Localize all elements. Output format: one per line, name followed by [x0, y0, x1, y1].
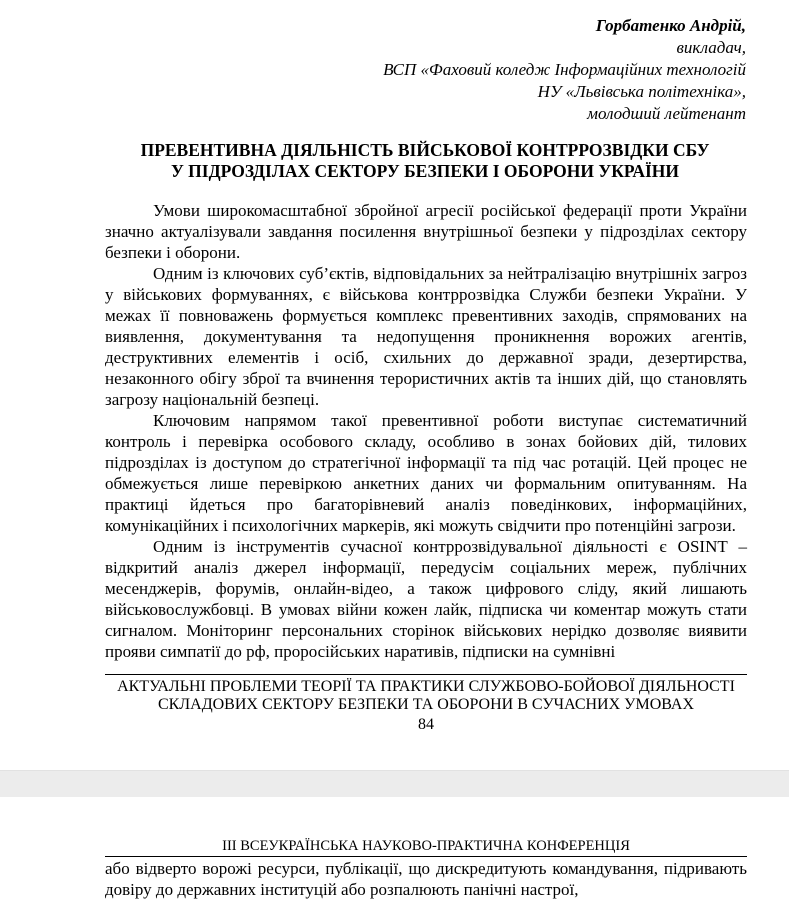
page-number: 84 [418, 716, 434, 733]
footer-line-2: СКЛАДОВИХ СЕКТОРУ БЕЗПЕКИ ТА ОБОРОНИ В СУЧАСНИХ УМОВАХ [157, 696, 695, 713]
article-body [105, 200, 747, 662]
title-line-1: ПРЕВЕНТИВНА ДІЯЛЬНІСТЬ ВІЙСЬКОВОЇ КОНТРРОЗВІДКИ СБУ [140, 140, 710, 160]
page-2-body [105, 858, 747, 900]
page-footer [105, 678, 747, 714]
paragraph: Одним із інструментів сучасної контррозвідувальної діяльності є OSINT – відкритий аналіз джерел інформації, передусім соціальних мереж, публічних месенджерів, форумів, онлайн-відео, а також цифрового сліду, який лишають військовослужбовці. В умовах війни кожен лайк, підписка чи коментар можуть стати сигналом. Моніторинг персональних сторінок військових нерідко дозволяє виявити прояви симпатії до рф, проросійських наративів, підписки на сумнівні [105, 537, 747, 661]
page-header: ІІІ ВСЕУКРАЇНСЬКА НАУКОВО-ПРАКТИЧНА КОНФЕРЕНЦІЯ [222, 838, 630, 854]
paragraph: Ключовим напрямом такої превентивної роботи виступає систематичний контроль і перевірка особового складу, особливо в зонах бойових дій, тилових підрозділах із доступом до стратегічної інформації та під час ротацій. Цей процес не обмежується лише перевіркою анкетних даних чи формальним опитуванням. На практиці йдеться про багаторівневий аналіз поведінкових, інформаційних, комунікаційних і психологічних маркерів, які можуть свідчити про потенційні загрози. [105, 411, 747, 535]
author-rank: молодший лейтенант [587, 104, 746, 123]
author-block [383, 15, 746, 125]
author-name: Горбатенко Андрій, [595, 16, 746, 35]
document-page-85 [0, 797, 789, 910]
footer-line-1: АКТУАЛЬНІ ПРОБЛЕМИ ТЕОРІЇ ТА ПРАКТИКИ СЛУЖБОВО-БОЙОВОЇ ДІЯЛЬНОСТІ [117, 678, 735, 695]
author-position: викладач, [676, 38, 746, 57]
header-divider [105, 856, 747, 857]
title-line-2: У ПІДРОЗДІЛАХ СЕКТОРУ БЕЗПЕКИ І ОБОРОНИ УКРАЇНИ [170, 161, 680, 181]
footer-divider [105, 674, 747, 675]
page-gap [0, 770, 789, 798]
author-affiliation: ВСП «Фаховий коледж Інформаційних технологій [383, 60, 746, 79]
paragraph: Одним із ключових суб’єктів, відповідальних за нейтралізацію внутрішніх загроз у військових формуваннях, є військова контррозвідка Служби безпеки України. У межах її повноважень формується комплекс превентивних заходів, спрямованих на виявлення, документування та недопущення проникнення ворожих агентів, деструктивних елементів і осіб, схильних до державної зради, дезертирства, незаконного обігу зброї та вчинення терористичних актів та інших дій, що становлять загрозу національній безпеці. [105, 264, 747, 409]
paragraph: або відверто ворожі ресурси, публікації, що дискредитують командування, підривають довіру до державних інституцій або розпалюють панічні настрої, [105, 859, 747, 899]
paragraph: Умови широкомасштабної збройної агресії російської федерації проти України значно актуалізували завдання посилення внутрішньої безпеки у підрозділах сектору безпеки і оборони. [105, 201, 747, 262]
author-university: НУ «Львівська політехніка», [537, 82, 746, 101]
article-title [105, 140, 745, 182]
